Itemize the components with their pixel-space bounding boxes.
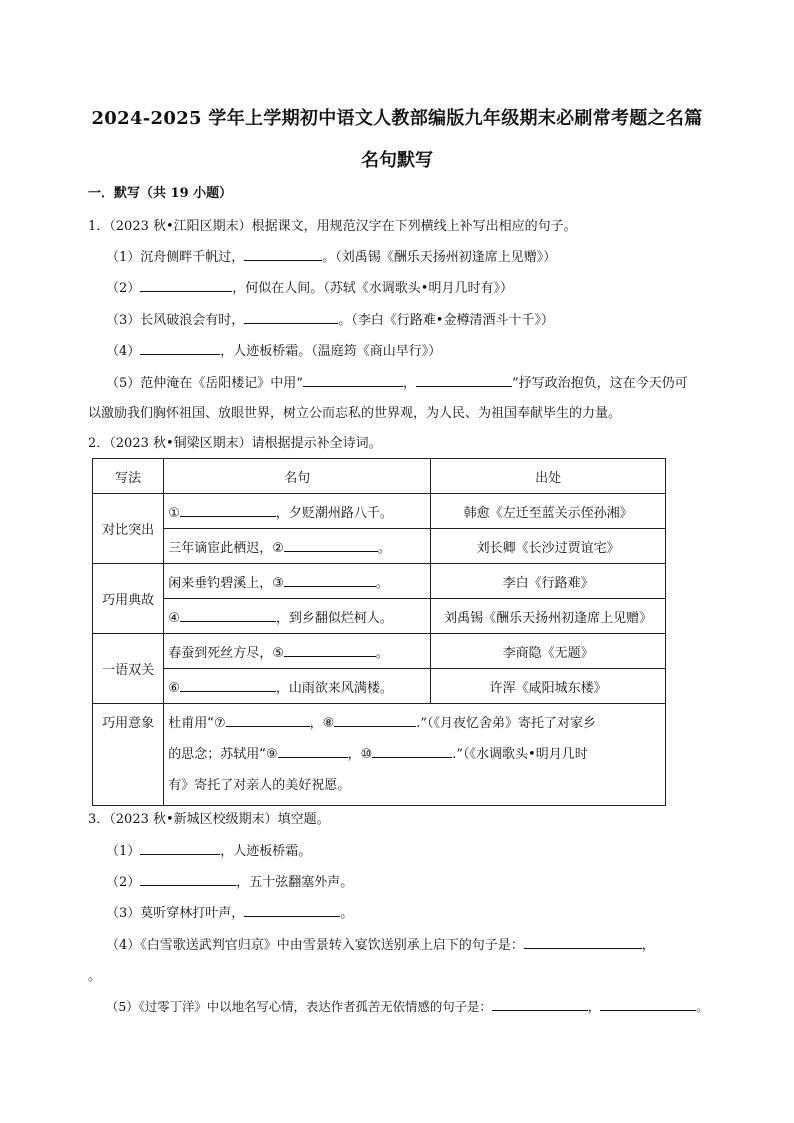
quote-cell (164, 669, 431, 704)
q1-part5 (106, 374, 688, 393)
source-cell: 李白《行路难》 (431, 564, 666, 599)
quote-prefix: ⑥ (168, 680, 180, 696)
quote-cell (164, 564, 431, 599)
q3-part4-suffix: 。 (88, 969, 102, 984)
q3-blank-4[interactable] (524, 936, 642, 949)
q1-blank-1[interactable] (244, 248, 322, 261)
header-method: 写法 (93, 459, 164, 494)
q3-part5-comma: ， (587, 999, 601, 1014)
q3-blank-6[interactable] (492, 998, 588, 1011)
quote-prefix: 春蚕到死丝方尽，⑤ (168, 645, 284, 661)
q3-part4-prefix: （4）《白雪歌送武判官归京》中由雪景转入宴饮送别承上启下的句子是： (106, 938, 524, 953)
table-row (93, 704, 666, 806)
imagery-cell (164, 704, 666, 806)
source-cell: 刘长卿《长沙过贾谊宅》 (431, 529, 666, 564)
q1-part2-prefix: （2） (106, 281, 141, 296)
method-cell: 一语双关 (93, 634, 164, 704)
table-row (93, 564, 666, 599)
q1-part4-suffix: ，人迹板桥霜。（温庭筠《商山早行》） (220, 344, 442, 359)
q1-part2 (106, 279, 513, 298)
source-cell: 刘禹锡《酬乐天扬州初逢席上见赠》 (431, 599, 666, 634)
imagery-text-f: .”（《水调歌头•明月几时 (452, 747, 588, 762)
table-row (93, 529, 666, 564)
table-blank-5[interactable] (284, 644, 376, 657)
q3-part1-prefix: （1） (106, 844, 141, 859)
q3-part3 (106, 904, 353, 923)
q3-part5 (106, 998, 709, 1016)
section-heading: 一．默写（共 19 小题） (88, 186, 233, 201)
q1-blank-5[interactable] (303, 374, 403, 387)
q3-blank-1[interactable] (140, 842, 220, 855)
poem-table (92, 458, 666, 806)
source-cell: 韩愈《左迁至蓝关示侄孙湘》 (431, 494, 666, 529)
table-blank-4[interactable] (180, 609, 276, 622)
method-cell: 巧用典故 (93, 564, 164, 634)
table-blank-8[interactable] (334, 714, 416, 727)
q3-part4-cont (88, 967, 101, 986)
table-row (93, 599, 666, 634)
q3-part2-prefix: （2） (106, 875, 141, 890)
q1-part1 (106, 248, 556, 267)
quote-prefix: ① (168, 505, 180, 521)
table-row (93, 669, 666, 704)
q1-part2-suffix: ，何似在人间。（苏轼《水调歌头•明月几时有》） (232, 281, 513, 296)
q3-part4 (106, 936, 655, 955)
q1-part5-comma: ， (402, 376, 416, 391)
quote-suffix: 。 (377, 540, 391, 556)
q3-part4-comma: ， (641, 938, 655, 953)
source-cell: 许浑《咸阳城东楼》 (431, 669, 666, 704)
q3-part1-suffix: ，人迹板桥霜。 (220, 844, 312, 859)
q1-stem: 1．（2023 秋•江阳区期末）根据课文，用规范汉字在下列横线上补写出相应的句子。 (88, 219, 577, 234)
table-blank-7[interactable] (226, 714, 310, 727)
table-row (93, 634, 666, 669)
page-subtitle: 名句默写 (361, 150, 433, 171)
q1-blank-6[interactable] (416, 374, 512, 387)
q1-part5-prefix: （5）范仲淹在《岳阳楼记》中用“ (106, 376, 303, 391)
q3-blank-2[interactable] (140, 873, 236, 886)
q1-part1-suffix: 。（刘禹锡《酬乐天扬州初逢席上见赠》） (322, 250, 557, 265)
table-blank-6[interactable] (180, 679, 276, 692)
quote-cell (164, 494, 431, 529)
q1-part1-prefix: （1）沉舟侧畔千帆过， (106, 250, 245, 265)
q1-part4-prefix: （4） (106, 344, 141, 359)
q3-part3-prefix: （3）莫听穿林打叶声， (106, 906, 245, 921)
table-blank-2[interactable] (284, 539, 378, 552)
q3-stem: 3．（2023 秋•新城区校级期末）填空题。 (88, 812, 330, 827)
q1-part4 (106, 342, 441, 361)
imagery-text-e: ，⑩ (347, 747, 373, 762)
q2-stem: 2．（2023 秋•铜梁区期末）请根据提示补全诗词。 (88, 436, 382, 451)
quote-cell (164, 529, 431, 564)
imagery-text-d: 的思念；苏轼用“⑨ (168, 747, 278, 762)
q1-blank-4[interactable] (140, 342, 220, 355)
q3-part3-suffix: 。 (340, 906, 354, 921)
quote-suffix: ，山雨欲来风满楼。 (275, 680, 393, 696)
q1-part3-suffix: 。（李白《行路难•金樽清酒斗十千》） (338, 313, 554, 328)
table-blank-10[interactable] (372, 745, 452, 758)
quote-prefix: 三年谪宦此栖迟，② (168, 540, 284, 556)
q1-part5-cont: 以激励我们胸怀祖国、放眼世界，树立公而忘私的世界观，为人民、为祖国奉献毕生的力量。 (88, 406, 622, 421)
imagery-text-c: .”（《月夜忆舍弟》寄托了对家乡 (416, 716, 597, 731)
q1-part3-prefix: （3）长风破浪会有时， (106, 313, 245, 328)
q3-blank-3[interactable] (244, 904, 340, 917)
q3-part2-suffix: ，五十弦翻塞外声。 (236, 875, 354, 890)
q3-part2 (106, 873, 353, 892)
header-quote: 名句 (164, 459, 431, 494)
q3-blank-7[interactable] (600, 998, 696, 1011)
quote-suffix: 。 (375, 575, 389, 591)
source-cell: 李商隐《无题》 (431, 634, 666, 669)
imagery-text-a: 杜甫用“⑦ (168, 716, 226, 731)
table-row (93, 494, 666, 529)
method-cell: 巧用意象 (93, 704, 164, 806)
header-source: 出处 (431, 459, 666, 494)
imagery-text-b: ，⑧ (309, 716, 335, 731)
quote-prefix: ④ (168, 610, 180, 626)
quote-prefix: 闲来垂钓碧溪上，③ (168, 575, 284, 591)
q1-part5-suffix: ”抒写政治抱负，这在今天仍可 (511, 376, 688, 391)
imagery-text-g: 有》寄托了对亲人的美好祝愿。 (168, 778, 351, 793)
q3-part1 (106, 842, 311, 861)
q3-part5-suffix: 。 (696, 999, 709, 1014)
q1-part3 (106, 311, 554, 330)
quote-suffix: 。 (375, 645, 389, 661)
q1-blank-3[interactable] (244, 311, 338, 324)
page-title: 2024-2025 学年上学期初中语文人教部编版九年级期末必刷常考题之名篇 (91, 108, 703, 129)
table-blank-3[interactable] (284, 574, 376, 587)
table-blank-1[interactable] (180, 504, 276, 517)
table-header-row (93, 459, 666, 494)
quote-cell (164, 599, 431, 634)
table-blank-9[interactable] (278, 745, 348, 758)
method-cell: 对比突出 (93, 494, 164, 564)
q1-blank-2[interactable] (140, 279, 232, 292)
q3-part5-prefix: （5）《过零丁洋》中以地名写心情，表达作者孤苦无依情感的句子是： (106, 999, 492, 1014)
quote-suffix: ，到乡翻似烂柯人。 (275, 610, 393, 626)
quote-cell (164, 634, 431, 669)
quote-suffix: ，夕贬潮州路八千。 (275, 505, 393, 521)
